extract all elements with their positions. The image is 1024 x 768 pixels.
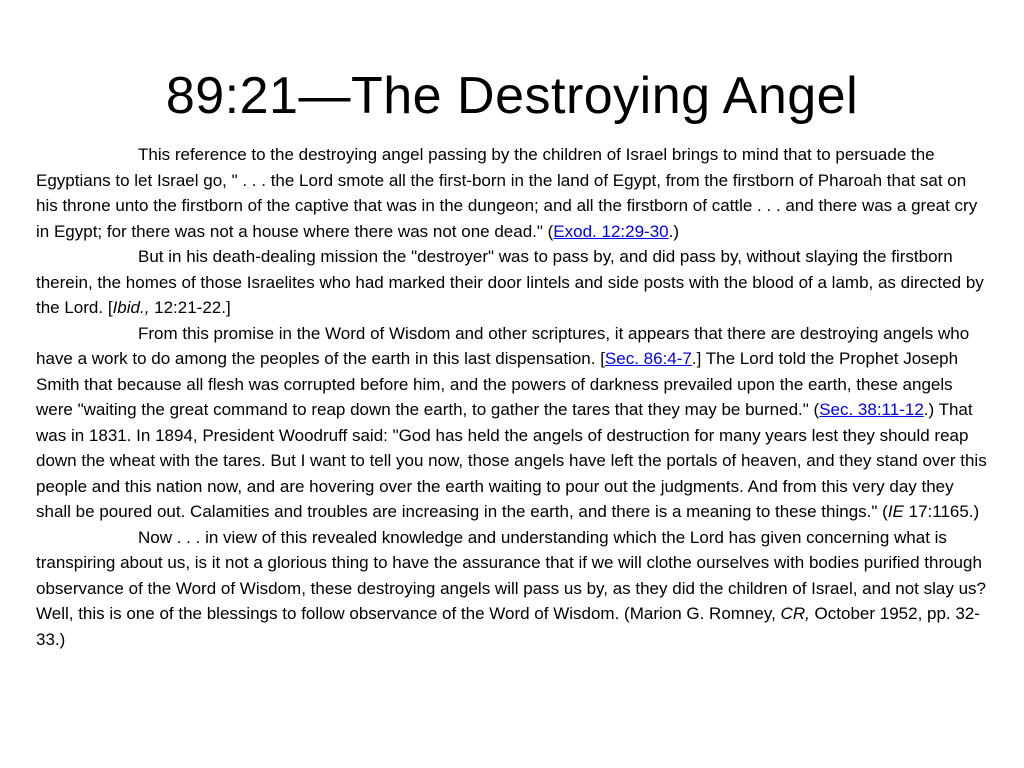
ibid-citation: Ibid., — [112, 298, 150, 317]
paragraph-3-end: 17:1165.) — [903, 502, 980, 521]
link-sec-86-4-7[interactable]: Sec. 86:4-7 — [604, 349, 692, 368]
paragraph-3 — [36, 321, 990, 525]
slide-body — [36, 142, 990, 652]
link-sec-38-11-12[interactable]: Sec. 38:11-12 — [819, 400, 924, 419]
link-exodus-12-29-30[interactable]: Exod. 12:29-30 — [553, 221, 669, 241]
paragraph-3-text-a: From this promise in the Word of Wisdom and other scriptures, it appears that there are destroying angels who have a work to do among the peoples of the earth in this last dispensation. [ — [36, 323, 970, 368]
paragraph-1-text: This reference to the destroying angel passing by the children of Israel brings to mind that to persuade the Egyptians to let Israel go, " . . . the Lord smote all the first-born in the land of Egypt, from the firstborn of Pharoah that sat on his throne unto the firstborn of the captive that was in the dungeon; and all the firstborn of cattle . . . and there was a great cry in Egypt; for there was not a house where there was not one dead." ( — [36, 145, 978, 241]
cr-citation: CR, — [780, 604, 810, 623]
paragraph-2-end: 12:21-22.] — [149, 298, 231, 317]
paragraph-4-text: Now . . . in view of this revealed knowledge and understanding which the Lord has given concerning what is transpiring about us, is it not a glorious thing to have the assurance that if we will clothe ourselves with bodies purified through observance of the Word of Wisdom, these destroying angels will pass us by, as they did the children of Israel, and not slay us? Well, this is one of the blessings to follow observance of the Word of Wisdom. (Marion G. Romney, — [36, 527, 986, 623]
paragraph-3-text-b: .] The Lord told the Prophet Joseph Smith that because all flesh was corrupted before him, and the powers of darkness prevailed upon the earth, these angels were "waiting the great command to reap down the earth, to gather the tares that they may be burned." ( — [36, 349, 959, 419]
ie-citation: IE — [887, 502, 904, 521]
paragraph-1 — [36, 142, 990, 244]
paragraph-3-text-c: .) That was in 1831. In 1894, President Woodruff said: "God has held the angels of destruction for many years lest they should reap down the wheat with the tares. But I want to tell you now, those angels have left the portals of heaven, and they stand over this people and this nation now, and are hovering over the earth waiting to pour out the judgments. And from this very day they shall be poured out. Calamities and troubles are increasing in the earth, and there is a meaning to these things." ( — [36, 400, 987, 521]
paragraph-2 — [36, 244, 990, 321]
paragraph-4-end: October 1952, pp. 32-33.) — [36, 604, 980, 649]
slide-title: 89:21—The Destroying Angel — [165, 67, 859, 125]
paragraph-1-end: .) — [668, 221, 679, 241]
paragraph-4 — [36, 525, 990, 653]
paragraph-2-text: But in his death-dealing mission the "destroyer" was to pass by, and did pass by, without slaying the firstborn therein, the homes of those Israelites who had marked their door lintels and side posts with the blood of a lamb, as directed by the Lord. [ — [36, 247, 984, 317]
